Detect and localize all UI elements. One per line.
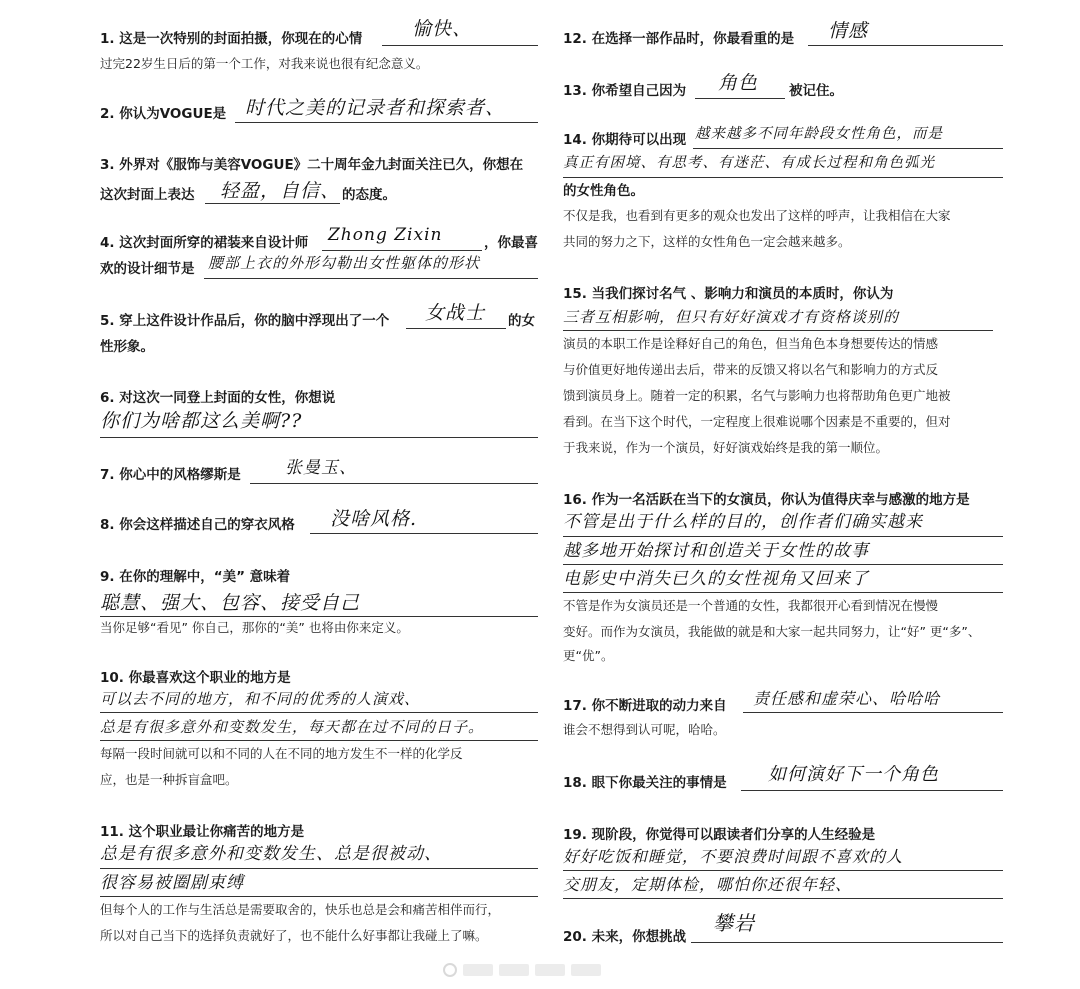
- q16-note1: 不管是作为女演员还是一个普通的女性，我都很开心看到情况在慢慢: [563, 598, 939, 613]
- q16-line1: [563, 536, 1003, 537]
- q4-answer2: 腰部上衣的外形勾勒出女性躯体的形状: [208, 254, 481, 272]
- q9-label: 9. 在你的理解中，“美” 意味着: [100, 569, 291, 585]
- q15-label: 15. 当我们探讨名气 、影响力和演员的本质时，你认为: [563, 286, 894, 302]
- q3-answer: 轻盈，自信、: [220, 180, 341, 202]
- q18-label: 18. 眼下你最关注的事情是: [563, 775, 727, 791]
- watermark-logo-icon: [443, 963, 457, 977]
- q1-label: 1. 这是一次特别的封面拍摄，你现在的心情: [100, 31, 363, 47]
- q13-suffix: 被记住。: [789, 83, 843, 99]
- q10-line1: [100, 712, 538, 713]
- q6-line: [100, 437, 538, 438]
- q16-answer1: 不管是出于什么样的目的，创作者们确实越来: [563, 512, 923, 532]
- q3-suffix: 的态度。: [342, 187, 396, 203]
- q17-label: 17. 你不断进取的动力来自: [563, 698, 727, 714]
- watermark: [443, 960, 663, 980]
- q14-label2: 的女性角色。: [563, 183, 644, 199]
- q13-label: 13. 你希望自己因为: [563, 83, 687, 99]
- q15-note-5: 于我来说，作为一个演员，好好演戏始终是我的第一顺位。: [563, 440, 889, 455]
- q16-answer3: 电影史中消失已久的女性视角又回来了: [563, 569, 869, 589]
- q2-line: [235, 122, 538, 123]
- q15-note-2: 与价值更好地传递出去后，带来的反馈又将以名气和影响力的方式反: [563, 362, 939, 377]
- q8-answer: 没啥风格.: [330, 508, 418, 530]
- q6-label: 6. 对这次一同登上封面的女性，你想说: [100, 390, 336, 406]
- q5-label1b: 的女: [508, 313, 535, 329]
- q6-answer: 你们为啥都这么美啊??: [100, 410, 303, 432]
- q16-line2: [563, 564, 1003, 565]
- q20-label: 20. 未来，你想挑战: [563, 929, 687, 945]
- q14-answer1: 越来越多不同年龄段女性角色，而是: [695, 126, 943, 142]
- q15-note-4: 看到。在当下这个时代，一定程度上很难说哪个因素是不重要的，但对: [563, 414, 951, 429]
- q14-label: 14. 你期待可以出现: [563, 132, 687, 148]
- q14-note1: 不仅是我，也看到有更多的观众也发出了这样的呼声，让我相信在大家: [563, 208, 951, 223]
- q17-note: 谁会不想得到认可呢，哈哈。: [563, 722, 726, 737]
- q15-note-1: 演员的本职工作是诠释好自己的角色，但当角色本身想要传达的情感: [563, 336, 939, 351]
- q5-answer: 女战士: [425, 302, 486, 324]
- q15-note-3: 馈到演员身上。随着一定的积累，名气与影响力也将帮助角色更广地被: [563, 388, 951, 403]
- q4-label2: 欢的设计细节是: [100, 261, 195, 277]
- q19-answer2: 交朋友，定期体检，哪怕你还很年轻、: [563, 875, 853, 894]
- q13-answer: 角色: [718, 72, 759, 94]
- q11-label: 11. 这个职业最让你痛苦的地方是: [100, 824, 305, 840]
- q15-answer: 三者互相影响，但只有好好演戏才有资格谈别的: [563, 308, 900, 326]
- q15-line: [563, 330, 993, 331]
- q14-answer2: 真正有困境、有思考、有迷茫、有成长过程和角色弧光: [563, 155, 935, 171]
- q11-answer1: 总是有很多意外和变数发生、总是很被动、: [100, 844, 442, 864]
- q4-line2: [204, 278, 538, 279]
- q20-line: [691, 942, 1003, 943]
- q11-line2: [100, 896, 538, 897]
- q18-line: [741, 790, 1003, 791]
- q17-line: [743, 712, 1003, 713]
- q14-line1: [693, 148, 1003, 149]
- q20-answer: 攀岩: [713, 911, 755, 935]
- q4-answer1: Zhong Zixin: [328, 225, 443, 245]
- q5-label1: 5. 穿上这件设计作品后，你的脑中浮现出了一个: [100, 313, 390, 329]
- q3-label2: 这次封面上表达: [100, 187, 195, 203]
- q10-answer2: 总是有很多意外和变数发生，每天都在过不同的日子。: [100, 718, 485, 736]
- q16-label: 16. 作为一名活跃在当下的女演员，你认为值得庆幸与感激的地方是: [563, 492, 970, 508]
- q10-note2: 应，也是一种拆盲盒吧。: [100, 772, 238, 787]
- q7-label: 7. 你心中的风格缪斯是: [100, 467, 241, 483]
- q11-line1: [100, 868, 538, 869]
- q11-note1: 但每个人的工作与生活总是需要取舍的，快乐也总是会和痛苦相伴而行，: [100, 902, 501, 917]
- q7-answer: 张曼玉、: [285, 458, 357, 478]
- q4-line1: [322, 250, 482, 251]
- q12-line: [808, 45, 1003, 46]
- q12-answer: 情感: [828, 20, 869, 42]
- q3-label1: 3. 外界对《服饰与美容VOGUE》二十周年金九封面关注已久，你想在: [100, 157, 524, 173]
- q16-line3: [563, 592, 1003, 593]
- q9-note: 当你足够“看见” 你自己，那你的“美” 也将由你来定义。: [100, 620, 409, 635]
- q4-label1: 4. 这次封面所穿的裙装来自设计师: [100, 235, 309, 251]
- q4-label1b: ，你最喜: [484, 235, 538, 251]
- q14-line2: [563, 177, 1003, 178]
- q7-line: [250, 483, 538, 484]
- q11-note2: 所以对自己当下的选择负责就好了，也不能什么好事都让我碰上了嘛。: [100, 928, 488, 943]
- q10-label: 10. 你最喜欢这个职业的地方是: [100, 670, 291, 686]
- q1-note: 过完22岁生日后的第一个工作，对我来说也很有纪念意义。: [100, 56, 429, 71]
- q18-answer: 如何演好下一个角色: [768, 764, 939, 785]
- q10-note1: 每隔一段时间就可以和不同的人在不同的地方发生不一样的化学反: [100, 746, 463, 761]
- q19-answer1: 好好吃饭和睡觉，不要浪费时间跟不喜欢的人: [563, 847, 904, 866]
- q19-label: 19. 现阶段，你觉得可以跟读者们分享的人生经验是: [563, 827, 876, 843]
- q5-line: [406, 328, 506, 329]
- q8-label: 8. 你会这样描述自己的穿衣风格: [100, 517, 295, 533]
- q8-line: [310, 533, 538, 534]
- q1-answer: 愉快、: [412, 18, 473, 40]
- q16-note2: 变好。而作为女演员，我能做的就是和大家一起共同努力，让“好” 更“多”、: [563, 624, 981, 639]
- q16-note3: 更“优”。: [563, 648, 614, 663]
- q2-answer: 时代之美的记录者和探索者、: [245, 97, 506, 119]
- q1-line: [382, 45, 538, 46]
- q10-line2: [100, 740, 538, 741]
- q13-line: [695, 98, 785, 99]
- q14-note2: 共同的努力之下，这样的女性角色一定会越来越多。: [563, 234, 851, 249]
- q5-label2: 性形象。: [100, 339, 154, 355]
- q17-answer: 责任感和虚荣心、哈哈哈: [753, 689, 941, 708]
- q3-line: [205, 203, 340, 204]
- q9-answer: 聪慧、强大、包容、接受自己: [100, 592, 361, 614]
- q2-label: 2. 你认为VOGUE是: [100, 106, 227, 122]
- q19-line1: [563, 870, 1003, 871]
- q11-answer2: 很容易被圈剧束缚: [100, 873, 244, 893]
- q10-answer1: 可以去不同的地方，和不同的优秀的人演戏、: [100, 690, 421, 708]
- q19-line2: [563, 898, 1003, 899]
- q16-answer2: 越多地开始探讨和创造关于女性的故事: [563, 541, 869, 561]
- q12-label: 12. 在选择一部作品时，你最看重的是: [563, 31, 795, 47]
